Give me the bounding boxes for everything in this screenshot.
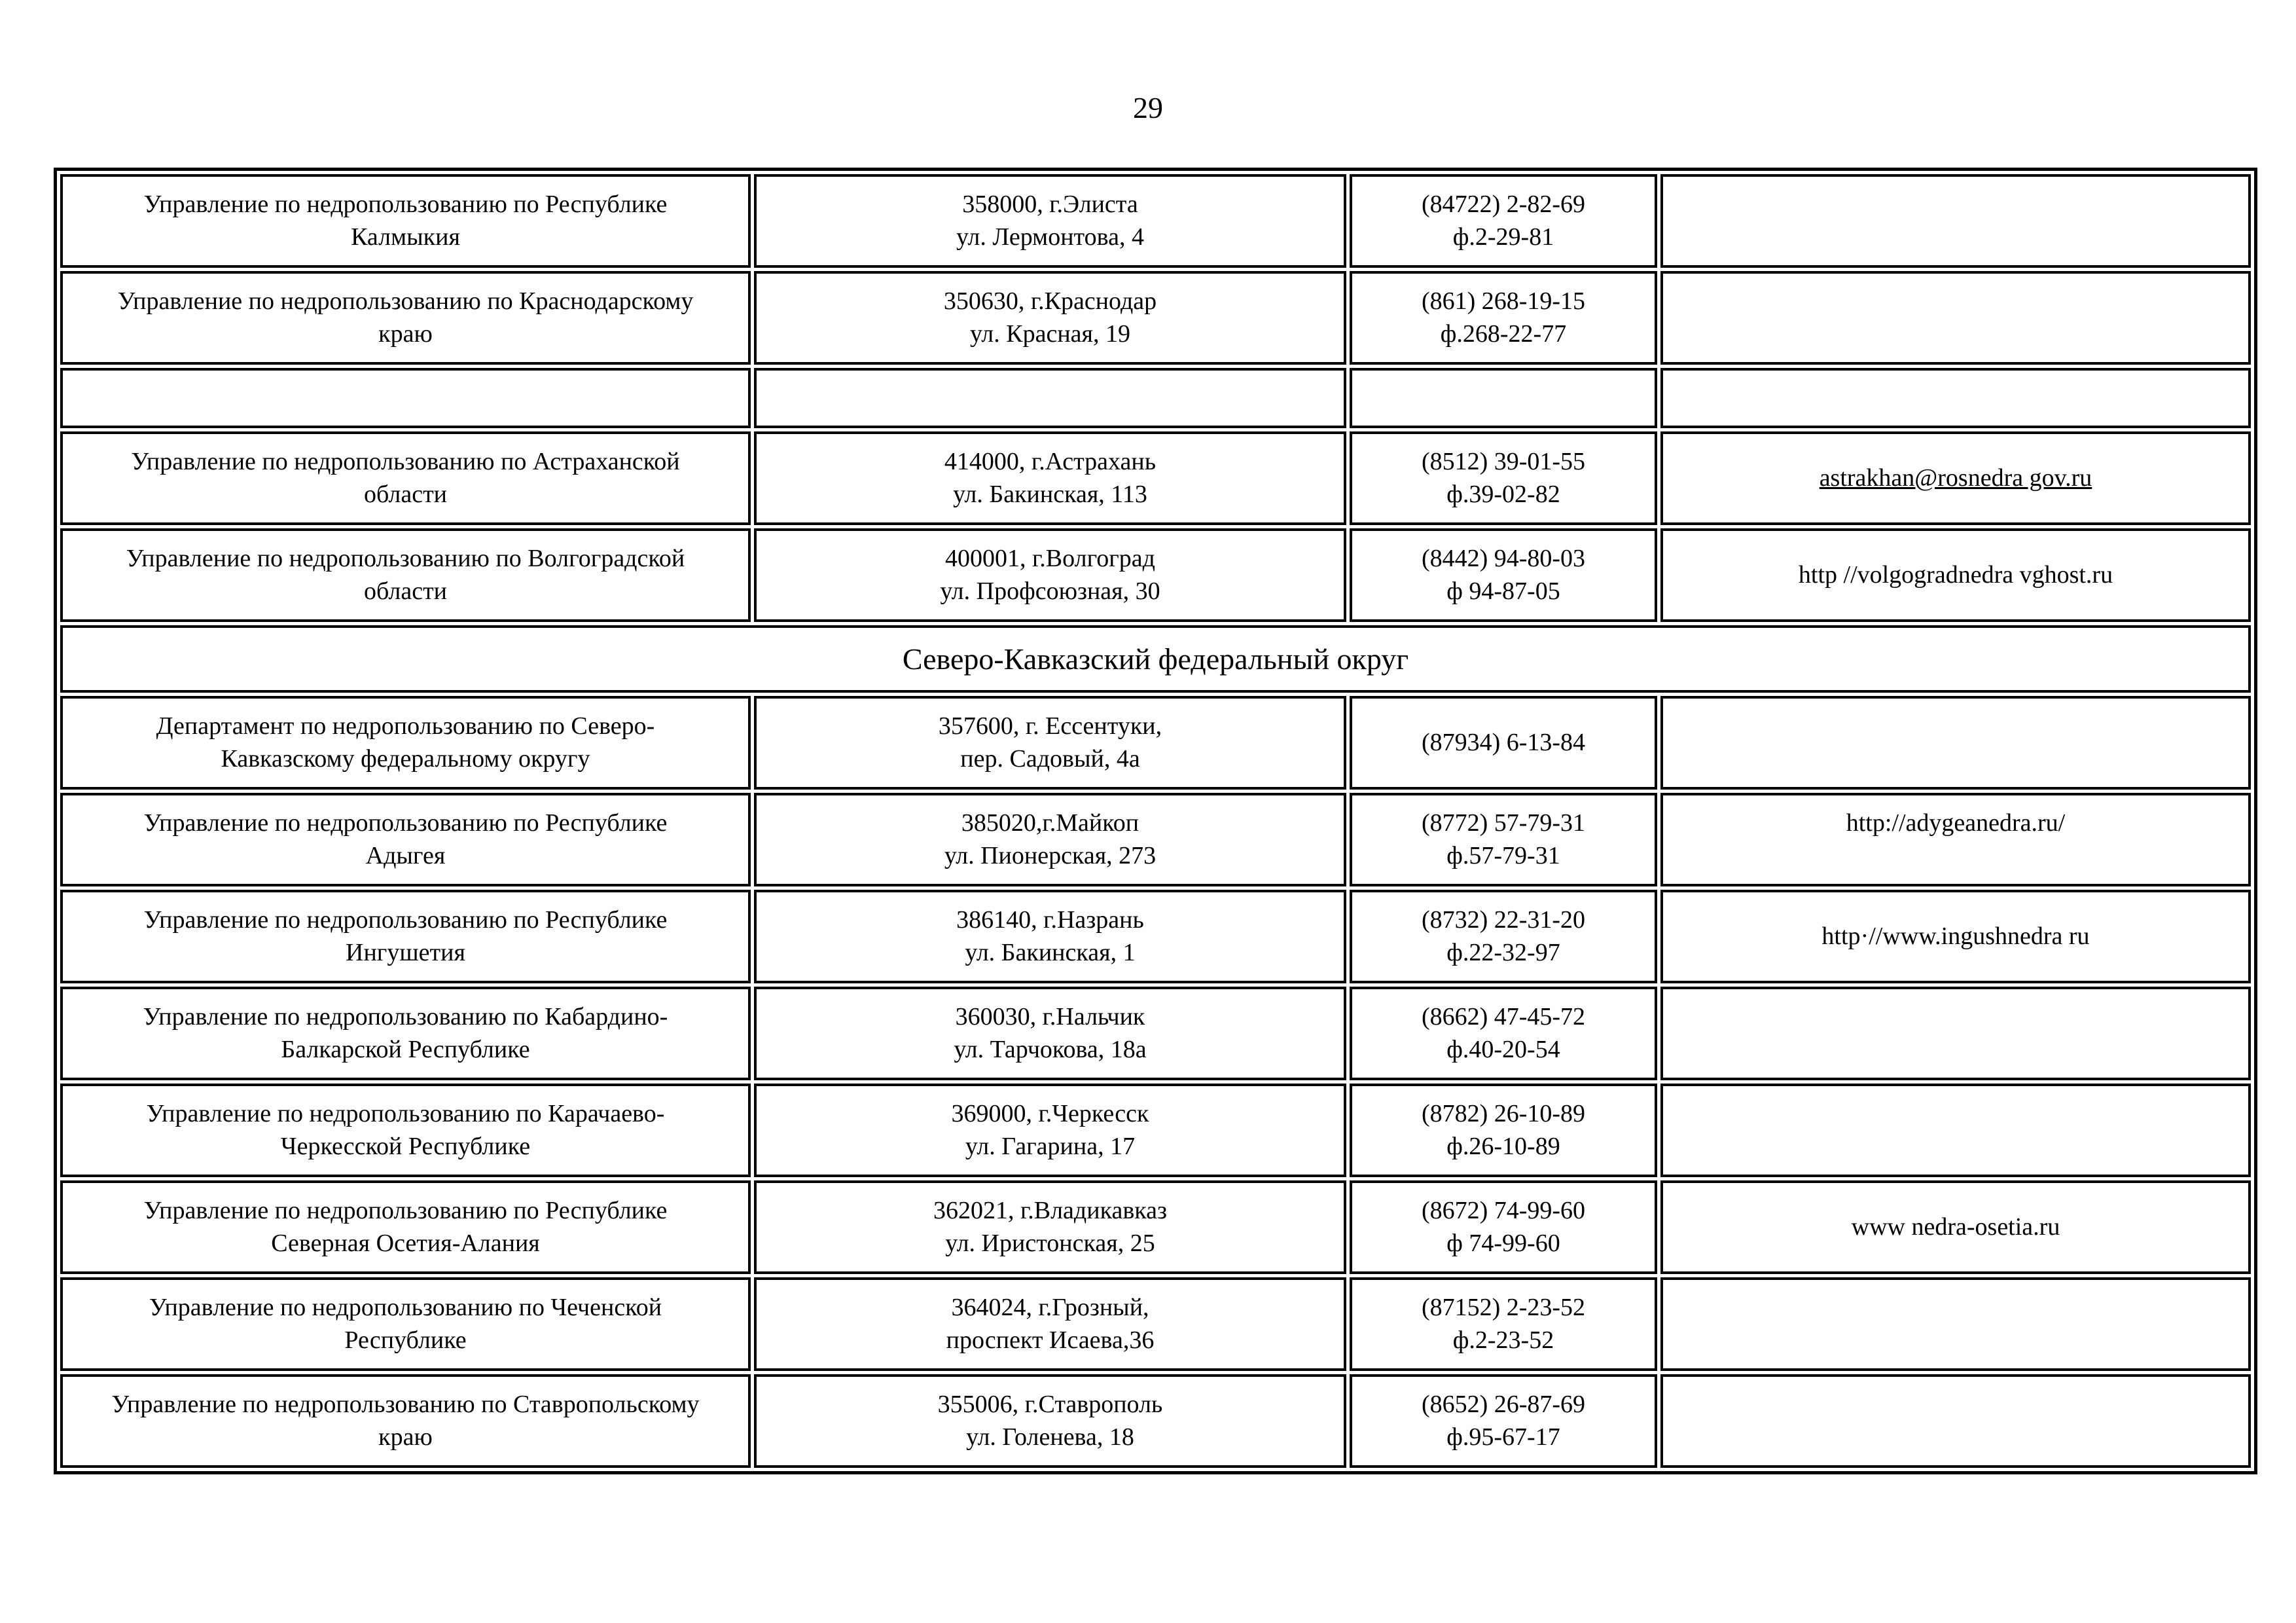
address-line: ул. Лермонтова, 4 bbox=[956, 223, 1144, 251]
address-line: 400001, г.Волгоград bbox=[944, 545, 1156, 573]
phone-line: (8662) 47-45-72 bbox=[1421, 1003, 1586, 1031]
agency-name-line: Управление по недропользованию по Республике bbox=[143, 906, 668, 934]
phone-line: (84722) 2-82-69 bbox=[1421, 191, 1586, 219]
address-cell bbox=[754, 890, 1346, 983]
name-cell bbox=[60, 271, 751, 365]
agency-name-line: Калмыкия bbox=[351, 223, 460, 251]
address-line: 357600, г. Ессентуки, bbox=[938, 712, 1162, 740]
phone-line: ф.268-22-77 bbox=[1440, 319, 1567, 348]
phone-cell bbox=[1350, 271, 1657, 365]
phone-cell bbox=[1350, 368, 1657, 428]
name-cell bbox=[60, 1374, 751, 1468]
website-link[interactable]: http //volgogradnedra vghost.ru bbox=[1798, 560, 2113, 589]
web-cell bbox=[1660, 987, 2251, 1080]
phone-cell bbox=[1350, 890, 1657, 983]
address-line: пер. Садовый, 4а bbox=[960, 744, 1140, 773]
name-cell bbox=[60, 1277, 751, 1371]
phone-cell bbox=[1350, 696, 1657, 790]
agency-name-line: краю bbox=[378, 1423, 433, 1451]
website-link[interactable]: www nedra-osetia.ru bbox=[1851, 1213, 2060, 1241]
phone-line: ф 74-99-60 bbox=[1446, 1229, 1560, 1257]
agency-name-line: Управление по недропользованию по Краснодарскому bbox=[117, 287, 694, 316]
phone-line: (8652) 26-87-69 bbox=[1421, 1391, 1586, 1419]
phone-line: (8782) 26-10-89 bbox=[1421, 1100, 1586, 1128]
address-line: 358000, г.Элиста bbox=[962, 191, 1138, 219]
web-cell bbox=[1660, 174, 2251, 268]
address-line: ул. Голенева, 18 bbox=[966, 1423, 1134, 1451]
name-cell bbox=[60, 174, 751, 268]
name-cell bbox=[60, 368, 751, 428]
empty-row bbox=[60, 368, 2251, 428]
name-cell bbox=[60, 696, 751, 790]
table-row bbox=[60, 528, 2251, 622]
phone-line: (8772) 57-79-31 bbox=[1421, 809, 1586, 837]
address-line: ул. Бакинская, 1 bbox=[965, 938, 1136, 966]
section-heading-row bbox=[60, 625, 2251, 693]
agency-name-line: области bbox=[363, 577, 448, 605]
table-row bbox=[60, 174, 2251, 268]
agency-name-line: Балкарской Республике bbox=[281, 1035, 530, 1063]
agency-name-line: Управление по недропользованию по Республике bbox=[143, 809, 668, 837]
address-cell bbox=[754, 528, 1346, 622]
address-line: 360030, г.Нальчик bbox=[955, 1003, 1145, 1031]
agency-name-line: Управление по недропользованию по Республике bbox=[143, 1197, 668, 1225]
phone-line: ф.26-10-89 bbox=[1446, 1132, 1560, 1160]
phone-cell bbox=[1350, 793, 1657, 886]
agency-name-line: Ингушетия bbox=[346, 938, 465, 966]
name-cell bbox=[60, 431, 751, 525]
agency-name-line: Черкесской Республике bbox=[280, 1132, 531, 1160]
phone-line: (861) 268-19-15 bbox=[1421, 287, 1586, 316]
name-cell bbox=[60, 528, 751, 622]
agency-name-line: Управление по недропользованию по Астраханской bbox=[131, 448, 680, 476]
address-cell bbox=[754, 987, 1346, 1080]
address-line: ул. Профсоюзная, 30 bbox=[940, 577, 1160, 605]
phone-line: (8512) 39-01-55 bbox=[1421, 448, 1586, 476]
address-line: ул. Иристонская, 25 bbox=[945, 1229, 1155, 1257]
agency-name-line: Адыгея bbox=[365, 841, 446, 869]
table-row bbox=[60, 271, 2251, 365]
subsoil-agencies-table bbox=[54, 168, 2257, 1474]
phone-line: ф.40-20-54 bbox=[1446, 1035, 1560, 1063]
agency-name-line: Северная Осетия-Алания bbox=[271, 1229, 540, 1257]
table-row bbox=[60, 987, 2251, 1080]
address-cell bbox=[754, 1084, 1346, 1177]
address-cell bbox=[754, 696, 1346, 790]
address-cell bbox=[754, 271, 1346, 365]
phone-line: ф 94-87-05 bbox=[1446, 577, 1560, 605]
phone-line: ф.2-29-81 bbox=[1452, 223, 1554, 251]
address-line: ул. Тарчокова, 18а bbox=[954, 1035, 1147, 1063]
agency-name-line: Республике bbox=[344, 1326, 467, 1354]
web-cell bbox=[1660, 696, 2251, 790]
address-line: 414000, г.Астрахань bbox=[944, 448, 1157, 476]
phone-cell bbox=[1350, 1374, 1657, 1468]
table-body bbox=[60, 174, 2251, 1468]
phone-cell bbox=[1350, 1180, 1657, 1274]
table-row bbox=[60, 890, 2251, 983]
phone-line: (8442) 94-80-03 bbox=[1421, 545, 1586, 573]
phone-cell bbox=[1350, 431, 1657, 525]
name-cell bbox=[60, 1180, 751, 1274]
table-row bbox=[60, 1277, 2251, 1371]
agency-name-line: Департамент по недропользованию по Северо- bbox=[156, 712, 655, 740]
address-line: ул. Гагарина, 17 bbox=[965, 1132, 1136, 1160]
phone-cell bbox=[1350, 528, 1657, 622]
name-cell bbox=[60, 987, 751, 1080]
address-line: ул. Пионерская, 273 bbox=[944, 841, 1157, 869]
agency-name-line: Управление по недропользованию по Волгоградской bbox=[126, 545, 685, 573]
name-cell bbox=[60, 890, 751, 983]
page-number: 29 bbox=[1133, 91, 1163, 124]
address-line: 350630, г.Краснодар bbox=[943, 287, 1157, 316]
table-row bbox=[60, 1084, 2251, 1177]
agency-name-line: Управление по недропользованию по Чеченской bbox=[149, 1294, 662, 1322]
agency-name-line: краю bbox=[378, 319, 433, 348]
address-line: ул. Бакинская, 113 bbox=[953, 480, 1147, 508]
address-cell bbox=[754, 793, 1346, 886]
section-heading: Северо-Кавказский федеральный округ bbox=[60, 625, 2251, 693]
address-line: ул. Красная, 19 bbox=[969, 319, 1131, 348]
phone-cell bbox=[1350, 1084, 1657, 1177]
phone-line: ф.39-02-82 bbox=[1446, 480, 1560, 508]
address-line: проспект Исаева,36 bbox=[946, 1326, 1155, 1354]
name-cell bbox=[60, 1084, 751, 1177]
phone-line: ф.2-23-52 bbox=[1452, 1326, 1554, 1354]
phone-line: (87152) 2-23-52 bbox=[1421, 1294, 1586, 1322]
address-cell bbox=[754, 431, 1346, 525]
address-cell bbox=[754, 1180, 1346, 1274]
web-cell bbox=[1660, 1084, 2251, 1177]
web-cell bbox=[1660, 431, 2251, 525]
address-cell bbox=[754, 1374, 1346, 1468]
phone-line: (8672) 74-99-60 bbox=[1421, 1197, 1586, 1225]
phone-cell bbox=[1350, 174, 1657, 268]
address-cell bbox=[754, 1277, 1346, 1371]
web-cell bbox=[1660, 1374, 2251, 1468]
agency-name-line: Управление по недропользованию по Республике bbox=[143, 191, 668, 219]
website-link[interactable]: http·//www.ingushnedra ru bbox=[1821, 922, 2090, 950]
web-cell bbox=[1660, 890, 2251, 983]
agency-name-line: Кавказскому федеральному округу bbox=[221, 744, 590, 773]
table-row bbox=[60, 1180, 2251, 1274]
agency-name-line: области bbox=[363, 480, 448, 508]
address-line: 362021, г.Владикавказ bbox=[933, 1197, 1168, 1225]
web-cell bbox=[1660, 793, 2251, 886]
phone-line: (8732) 22-31-20 bbox=[1421, 906, 1586, 934]
web-cell bbox=[1660, 528, 2251, 622]
address-line: 386140, г.Назрань bbox=[956, 906, 1144, 934]
table-row bbox=[60, 1374, 2251, 1468]
address-cell bbox=[754, 174, 1346, 268]
phone-cell bbox=[1350, 987, 1657, 1080]
agency-name-line: Управление по недропользованию по Ставропольскому bbox=[111, 1391, 700, 1419]
address-cell bbox=[754, 368, 1346, 428]
table-row bbox=[60, 793, 2251, 886]
address-line: 364024, г.Грозный, bbox=[951, 1294, 1149, 1322]
address-line: 355006, г.Ставрополь bbox=[937, 1391, 1163, 1419]
agency-name-line: Управление по недропользованию по Карачаево- bbox=[146, 1100, 665, 1128]
phone-line: ф.22-32-97 bbox=[1446, 938, 1560, 966]
web-cell bbox=[1660, 1180, 2251, 1274]
table-row bbox=[60, 696, 2251, 790]
phone-cell bbox=[1350, 1277, 1657, 1371]
web-cell bbox=[1660, 368, 2251, 428]
website-link[interactable]: astrakhan@rosnedra gov.ru bbox=[1819, 464, 2092, 492]
address-line: 385020,г.Майкоп bbox=[961, 809, 1139, 837]
agency-name-line: Управление по недропользованию по Кабардино- bbox=[143, 1003, 668, 1031]
website-link[interactable]: http://adygeanedra.ru/ bbox=[1846, 809, 2066, 837]
phone-line: (87934) 6-13-84 bbox=[1421, 728, 1586, 756]
address-line: 369000, г.Черкесск bbox=[951, 1100, 1149, 1128]
phone-line: ф.57-79-31 bbox=[1446, 841, 1560, 869]
table-row bbox=[60, 431, 2251, 525]
web-cell bbox=[1660, 1277, 2251, 1371]
phone-line: ф.95-67-17 bbox=[1446, 1423, 1560, 1451]
name-cell bbox=[60, 793, 751, 886]
web-cell bbox=[1660, 271, 2251, 365]
